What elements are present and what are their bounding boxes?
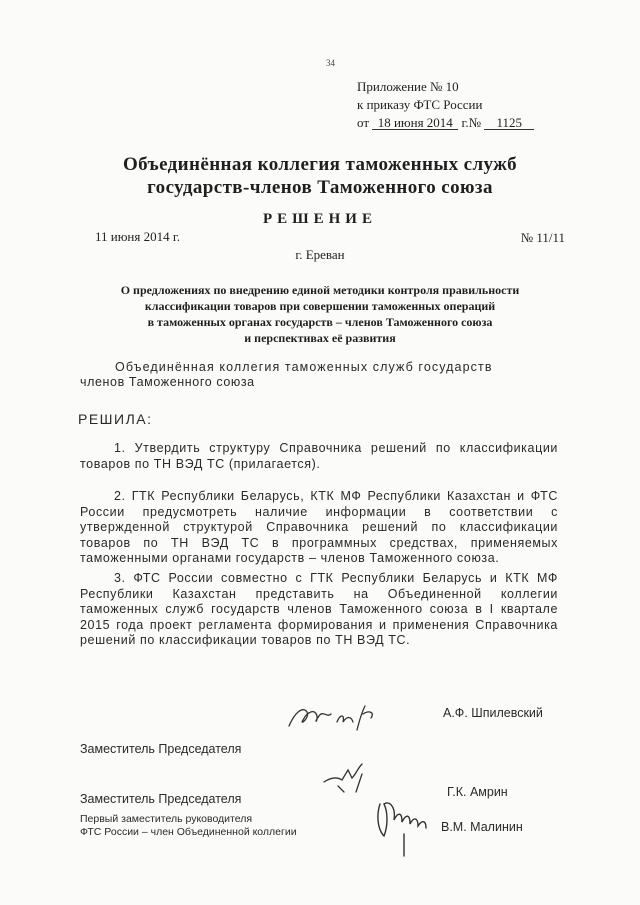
subject-line: О предложениях по внедрению единой методики контроля правильности — [120, 283, 520, 297]
annex-year-suffix: г. — [461, 115, 469, 130]
signatory-2-name: Г.К. Амрин — [447, 785, 508, 799]
subject-line: и перспективах её развития — [244, 331, 396, 345]
signatory-3-name: В.М. Малинин — [441, 820, 523, 834]
subject-line: классификации товаров при совершении таможенных операций — [144, 299, 496, 313]
intro-line1: Объединённая коллегия таможенных служб государств — [115, 360, 493, 374]
board-title-line2: государств-членов Таможенного союза — [147, 177, 493, 198]
signatory-2-title: Заместитель Председателя — [80, 792, 242, 806]
decision-item-text: 2. ГТК Республики Беларусь, КТК МФ Республики Казахстан и ФТС России предусмотреть наличие информации в соответствии с утвержденной структурой Справочника решений по классификации товаров по ТН ВЭД ТС в программных средствах, применяемых таможенными органами государств – членов Таможенного союза. — [80, 489, 558, 565]
decision-number: № 11/11 — [520, 230, 565, 245]
annex-date: 18 июня 2014 — [372, 116, 458, 130]
signatory-1-title: Заместитель Председателя — [80, 742, 242, 756]
annex-date-line — [357, 115, 534, 131]
decision-date: 11 июня 2014 г. — [95, 229, 180, 244]
signatory-1-name: А.Ф. Шпилевский — [443, 706, 543, 720]
decision-item-2 — [80, 489, 558, 567]
handwritten-signature-2 — [318, 756, 368, 796]
decision-item-text: 1. Утвердить структуру Справочника решений по классификации товаров по ТН ВЭД ТС (прилагается). — [80, 441, 558, 471]
intro-line2: членов Таможенного союза — [80, 375, 255, 389]
annex-number: 1125 — [484, 116, 534, 130]
decision-item-1 — [80, 441, 558, 472]
page-number: 34 — [326, 58, 335, 68]
annex-title: Приложение № 10 — [357, 79, 459, 94]
annex-order-reference: к приказу ФТС России — [357, 97, 483, 112]
decision-item-text: 3. ФТС России совместно с ГТК Республики Беларусь и КТК МФ Республики Казахстан представить на Объединенной коллегии таможенных служб государств членов Таможенного союза в I квартале 2015 года проект регламента формирования и применения Справочника решений по классификации товаров по ТН ВЭД ТС. — [80, 571, 558, 647]
subject-line: в таможенных органах государств – членов Таможенного союза — [147, 315, 493, 329]
decision-city: г. Ереван — [295, 247, 345, 262]
signatory-3-title-line1: Первый заместитель руководителя — [80, 813, 253, 825]
annex-date-prefix: от — [357, 115, 370, 130]
handwritten-signature-3 — [370, 790, 430, 860]
signatory-3-title-line2: ФТС России – член Объединенной коллегии — [80, 826, 297, 838]
board-title-line1: Объединённая коллегия таможенных служб — [122, 154, 518, 175]
annex-number-prefix: № — [468, 115, 482, 130]
decision-heading: РЕШЕНИЕ — [263, 211, 377, 227]
decision-item-3 — [80, 571, 558, 649]
handwritten-signature-1 — [285, 700, 390, 735]
resolved-heading: РЕШИЛА: — [78, 411, 153, 427]
